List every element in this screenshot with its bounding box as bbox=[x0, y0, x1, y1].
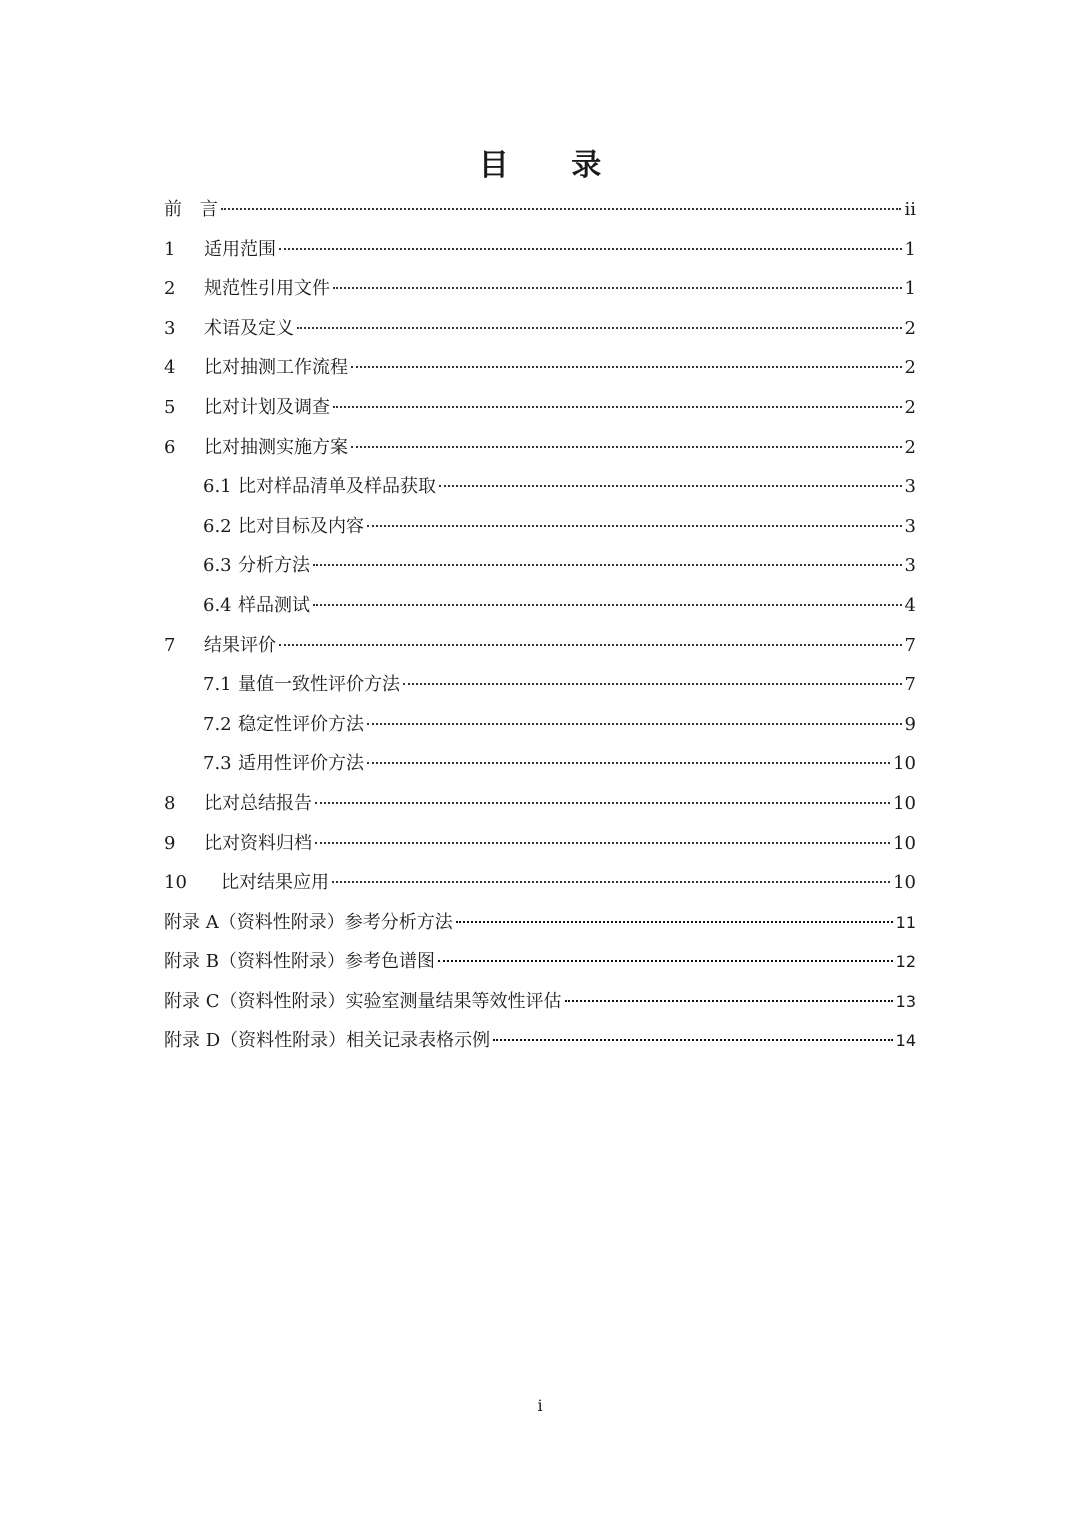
toc-entry-page: 11 bbox=[895, 912, 916, 932]
toc-entry-page: 14 bbox=[895, 1031, 916, 1051]
dot-leader bbox=[367, 525, 902, 527]
dot-leader bbox=[297, 327, 902, 329]
toc-entry-2[interactable] bbox=[164, 269, 916, 309]
dot-leader bbox=[313, 564, 902, 566]
toc-entry-page: 10 bbox=[893, 792, 916, 814]
toc-entry-page: 1 bbox=[904, 238, 916, 260]
toc-entry-5[interactable] bbox=[164, 388, 916, 428]
toc-entry-label: 分析方法 bbox=[238, 555, 310, 577]
toc-entry-number: 2 bbox=[164, 278, 176, 300]
toc-entry-7-1[interactable] bbox=[164, 665, 916, 705]
dot-leader bbox=[493, 1039, 892, 1041]
dot-leader bbox=[351, 366, 902, 368]
toc-entry-number: 7.3 bbox=[203, 753, 232, 775]
toc-entry-label: 稳定性评价方法 bbox=[238, 713, 364, 735]
toc-entry-page: 2 bbox=[904, 436, 916, 458]
toc-entry-4[interactable] bbox=[164, 348, 916, 388]
toc-entry-page: 10 bbox=[893, 872, 916, 894]
dot-leader bbox=[403, 683, 902, 685]
toc-entry-page: 2 bbox=[904, 396, 916, 418]
toc-entry-label: 前 言 bbox=[164, 199, 218, 220]
toc-entry-page: 3 bbox=[904, 555, 916, 577]
toc-entry-page: 2 bbox=[904, 357, 916, 379]
dot-leader bbox=[315, 802, 890, 804]
dot-leader bbox=[313, 604, 902, 606]
dot-leader bbox=[279, 248, 902, 250]
page-title: 目 录 bbox=[478, 148, 628, 183]
dot-leader bbox=[439, 485, 902, 487]
toc-entry-label: 术语及定义 bbox=[204, 317, 294, 339]
toc-entry-page: 4 bbox=[904, 594, 916, 616]
dot-leader bbox=[367, 762, 890, 764]
toc-entry-label: 比对目标及内容 bbox=[238, 515, 364, 537]
toc-entry-number: 6.2 bbox=[203, 515, 232, 537]
toc-entry-page: 3 bbox=[904, 476, 916, 498]
toc-entry-appendix-b[interactable] bbox=[164, 942, 916, 982]
toc-entry-8[interactable] bbox=[164, 784, 916, 824]
dot-leader bbox=[351, 446, 902, 448]
toc-entry-label: 样品测试 bbox=[238, 594, 310, 616]
toc-entry-10[interactable] bbox=[164, 863, 916, 903]
toc-entry-appendix-a[interactable] bbox=[164, 903, 916, 943]
toc-entry-page: 7 bbox=[904, 674, 916, 696]
toc-entry-label: 适用范围 bbox=[204, 238, 276, 260]
toc-entry-page: 13 bbox=[895, 991, 916, 1011]
toc-entry-6[interactable] bbox=[164, 428, 916, 468]
toc-entry-label: 比对资料归档 bbox=[204, 832, 312, 854]
dot-leader bbox=[565, 1000, 893, 1002]
toc-entry-1[interactable] bbox=[164, 230, 916, 270]
toc-entry-page: 10 bbox=[893, 753, 916, 775]
toc-entry-label: 附录 B（资料性附录）参考色谱图 bbox=[164, 951, 435, 973]
dot-leader bbox=[332, 881, 890, 883]
toc-entry-6-3[interactable] bbox=[164, 546, 916, 586]
toc-entry-label: 结果评价 bbox=[204, 634, 276, 656]
toc-entry-label: 附录 A（资料性附录）参考分析方法 bbox=[164, 911, 453, 933]
toc-entry-9[interactable] bbox=[164, 824, 916, 864]
toc-entry-page: 7 bbox=[904, 634, 916, 656]
toc-entry-label: 规范性引用文件 bbox=[204, 278, 330, 300]
toc-entry-number: 10 bbox=[164, 872, 187, 894]
dot-leader bbox=[333, 406, 902, 408]
toc-entry-7-2[interactable] bbox=[164, 705, 916, 745]
toc-entry-label: 附录 D（资料性附录）相关记录表格示例 bbox=[164, 1030, 491, 1052]
toc-entry-number: 6 bbox=[164, 436, 176, 458]
toc-entry-3[interactable] bbox=[164, 309, 916, 349]
toc-entry-page: 3 bbox=[904, 515, 916, 537]
toc-entry-page: 12 bbox=[895, 952, 916, 972]
toc-entry-appendix-d[interactable] bbox=[164, 1021, 916, 1061]
toc-entry-label: 比对总结报告 bbox=[204, 792, 312, 814]
toc-entry-label: 适用性评价方法 bbox=[238, 753, 364, 775]
toc-entry-number: 7 bbox=[164, 634, 176, 656]
toc-entry-page: 1 bbox=[904, 278, 916, 300]
toc-entry-page: 2 bbox=[904, 317, 916, 339]
dot-leader bbox=[221, 208, 901, 210]
footer-page-number: i bbox=[537, 1396, 543, 1415]
toc-entry-appendix-c[interactable] bbox=[164, 982, 916, 1022]
toc-entry-label: 比对计划及调查 bbox=[204, 396, 330, 418]
toc-entry-6-1[interactable] bbox=[164, 467, 916, 507]
dot-leader bbox=[315, 842, 890, 844]
toc-entry-page: 9 bbox=[904, 713, 916, 735]
toc-entry-preface[interactable] bbox=[164, 190, 916, 230]
toc-entry-number: 7.2 bbox=[203, 713, 232, 735]
toc-entry-number: 6.4 bbox=[203, 594, 232, 616]
toc-entry-number: 9 bbox=[164, 832, 176, 854]
toc-entry-number: 6.1 bbox=[203, 476, 232, 498]
toc-entry-label: 量值一致性评价方法 bbox=[238, 674, 400, 696]
toc-entry-label: 比对结果应用 bbox=[221, 872, 329, 894]
toc-entry-6-2[interactable] bbox=[164, 507, 916, 547]
table-of-contents bbox=[164, 190, 916, 1061]
toc-entry-label: 附录 C（资料性附录）实验室测量结果等效性评估 bbox=[164, 990, 562, 1012]
toc-entry-number: 1 bbox=[164, 238, 176, 260]
dot-leader bbox=[438, 960, 893, 962]
toc-entry-6-4[interactable] bbox=[164, 586, 916, 626]
dot-leader bbox=[333, 287, 902, 289]
toc-entry-number: 5 bbox=[164, 396, 176, 418]
toc-entry-label: 比对抽测工作流程 bbox=[204, 357, 348, 379]
toc-entry-label: 比对样品清单及样品获取 bbox=[238, 476, 436, 498]
toc-entry-number: 4 bbox=[164, 357, 176, 379]
toc-entry-label: 比对抽测实施方案 bbox=[204, 436, 348, 458]
dot-leader bbox=[279, 644, 902, 646]
toc-entry-page: 10 bbox=[893, 832, 916, 854]
toc-entry-number: 7.1 bbox=[203, 674, 232, 696]
toc-entry-7-3[interactable] bbox=[164, 744, 916, 784]
toc-entry-7[interactable] bbox=[164, 626, 916, 666]
dot-leader bbox=[456, 921, 893, 923]
toc-entry-number: 8 bbox=[164, 792, 176, 814]
toc-entry-page: ii bbox=[904, 199, 916, 220]
dot-leader bbox=[367, 723, 902, 725]
toc-entry-number: 3 bbox=[164, 317, 176, 339]
toc-entry-number: 6.3 bbox=[203, 555, 232, 577]
